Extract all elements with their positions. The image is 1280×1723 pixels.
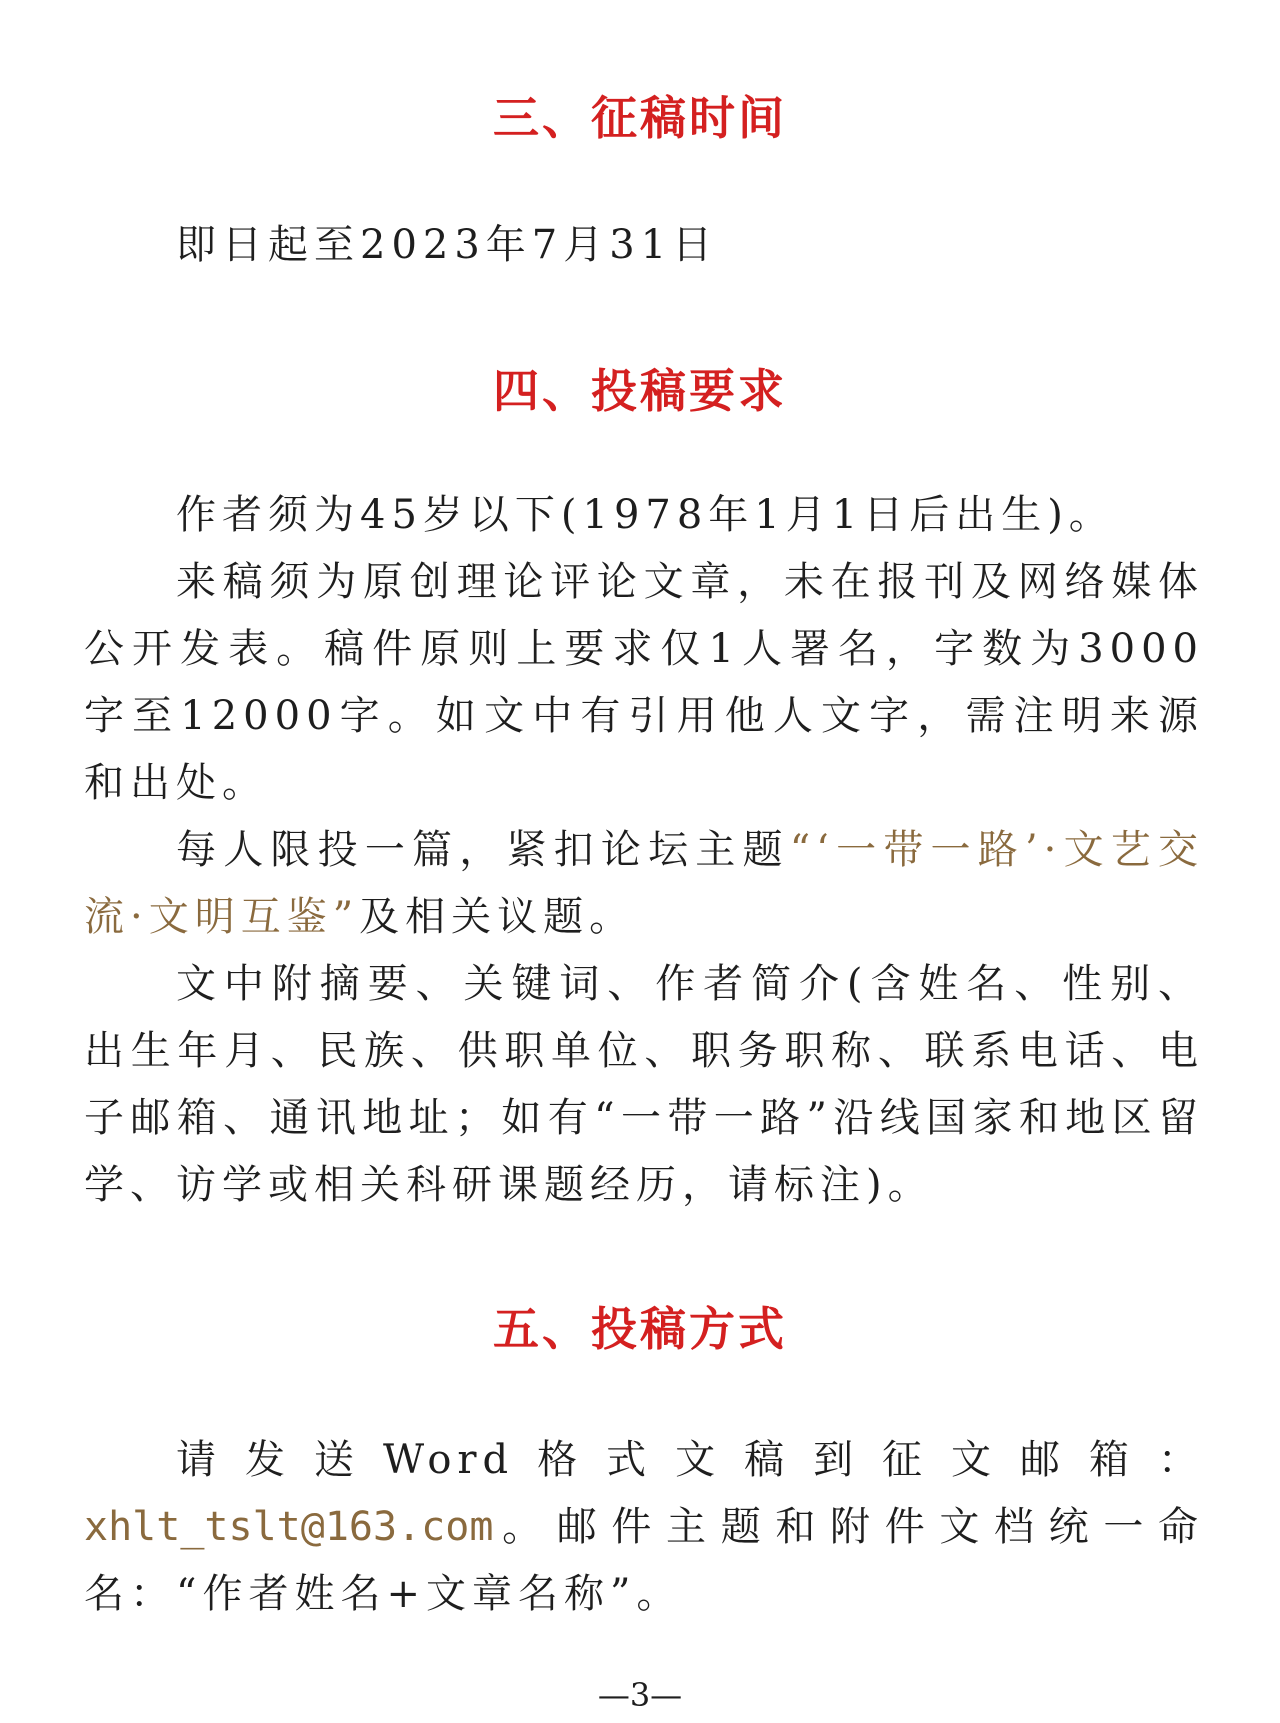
requirements-body <box>84 482 1204 1219</box>
naming-format-text: “作者姓名+文章名称”。 <box>176 1571 683 1617</box>
requirement-originality: 来稿须为原创理论评论文章，未在报刊及网络媒体公开发表。稿件原则上要求仅1人署名，字数为3000字至12000字。如文中有引用他人文字，需注明来源和出处。 <box>84 559 1204 806</box>
section-heading-submission-method: 五、投稿方式 <box>493 1302 787 1356</box>
submission-instructions <box>84 1427 1204 1628</box>
requirement-author-info: 文中附摘要、关键词、作者简介(含姓名、性别、出生年月、民族、供职单位、职务职称、联系电话、电子邮箱、通讯地址；如有“一带一路”沿线国家和地区留学、访学或相关科研课题经历，请标注)。 <box>84 961 1204 1208</box>
section-heading-submission-requirements: 四、投稿要求 <box>493 364 787 418</box>
section-heading-submission-period: 三、征稿时间 <box>493 91 787 145</box>
page-number: —3— <box>597 1676 683 1714</box>
theme-tail-text: 及相关议题。 <box>359 894 636 940</box>
theme-lead-text: 每人限投一篇，紧扣论坛主题 <box>176 827 790 873</box>
naming-intro-text: 。邮件主题和附件文档统一命名： <box>84 1504 1204 1617</box>
submission-email-link[interactable]: xhlt_tslt@163.com <box>84 1504 494 1550</box>
forum-theme-quote: “‘一带一路’·文艺交流·文明互鉴” <box>84 827 1205 940</box>
requirement-age: 作者须为45岁以下(1978年1月1日后出生)。 <box>176 492 1115 538</box>
submission-deadline-text: 即日起至2023年7月31日 <box>176 222 719 268</box>
requirement-theme <box>84 817 1204 951</box>
submission-intro-text: 请发送Word格式文稿到征文邮箱： <box>176 1437 1204 1483</box>
submission-method-body <box>84 1427 1204 1628</box>
